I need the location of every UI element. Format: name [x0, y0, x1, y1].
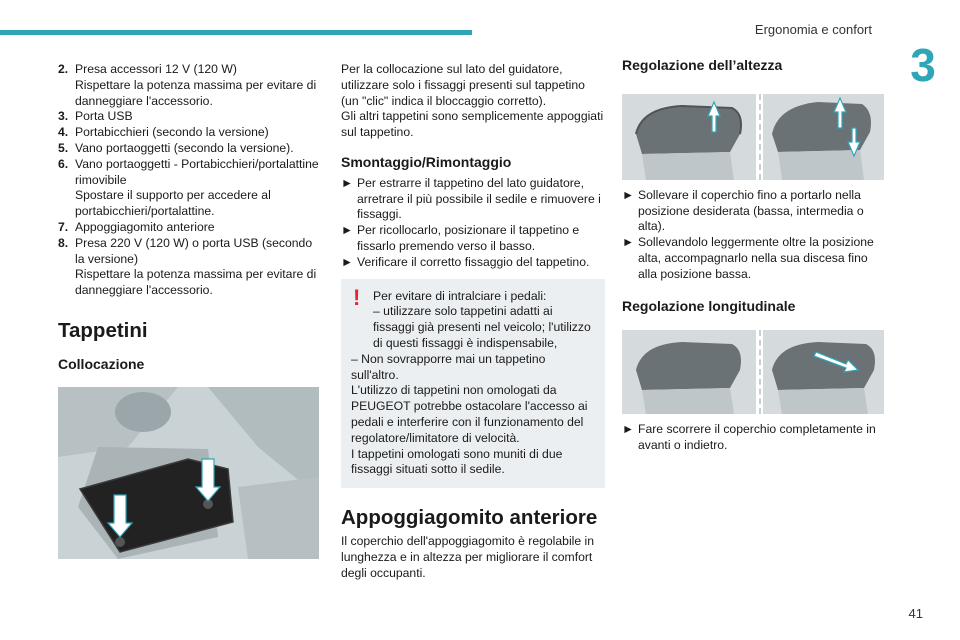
image-divider: [759, 94, 761, 180]
arrow-bullet-icon: ►: [622, 235, 635, 250]
armrest-long-drawing: [622, 330, 884, 414]
list-item: [58, 141, 320, 157]
list-item-number: 4.: [58, 125, 69, 140]
list-item-text: Vano portaoggetti - Portabicchieri/portalattine rimovibile: [75, 156, 319, 187]
list-item-number: 3.: [58, 109, 69, 124]
list-item-text: Rispettare la potenza massima per evitare di danneggiare l'accessorio.: [75, 267, 317, 298]
list-item-text: Spostare il supporto per accedere al portabicchieri/portalattine.: [75, 188, 271, 219]
subsection-title-collocazione: Collocazione: [58, 355, 145, 372]
list-item-text: Porta USB: [75, 109, 133, 124]
step-text: Sollevare il coperchio fino a portarlo nella posizione desiderata (bassa, intermedia o alta).: [638, 187, 864, 234]
list-item-text: Presa 220 V (120 W) o porta USB (secondo la versione): [75, 235, 313, 266]
list-item-text: Rispettare la potenza massima per evitare di danneggiare l'accessorio.: [75, 77, 317, 108]
page-number: 41: [908, 606, 923, 621]
warning-tail-2: I tappetini omologati sono muniti di due fissaggi situati sotto il sedile.: [351, 446, 563, 477]
list-item-text: Appoggiagomito anteriore: [75, 219, 215, 234]
list-item-number: 6.: [58, 156, 69, 171]
running-title: Ergonomia e confort: [754, 22, 872, 37]
warning-tail-1: L'utilizzo di tappetini non omologati da PEUGEOT potrebbe ostacolare l'accesso ai pedali e interferire con il funzionamento del regolatore/limitatore di velocità.: [351, 383, 588, 445]
list-item-number: 7.: [58, 219, 69, 234]
list-item-number: 5.: [58, 140, 69, 155]
arrow-bullet-icon: ►: [341, 223, 354, 238]
removal-steps: [341, 176, 605, 271]
list-item: [58, 62, 320, 109]
longitudinal-steps: [622, 422, 884, 454]
step-item: [341, 176, 605, 223]
warning-icon: !: [353, 284, 361, 310]
step-text: Per ricollocarlo, posizionare il tappetino e fissarlo premendo verso il basso.: [357, 223, 580, 253]
height-steps: [622, 188, 884, 283]
floor-mat-drawing: [58, 387, 319, 559]
warning-box: [341, 279, 605, 489]
section-title-appoggiagomito: Appoggiagomito anteriore: [341, 506, 598, 530]
list-item: [58, 157, 320, 220]
warning-lead: Per evitare di intralciare i pedali:: [373, 288, 547, 303]
column-3: [622, 57, 884, 454]
list-item-text: Presa accessori 12 V (120 W): [75, 62, 237, 76]
arrow-bullet-icon: ►: [622, 422, 635, 437]
subsection-title-smontaggio: Smontaggio/Rimontaggio: [341, 153, 512, 170]
section-text-appoggiagomito: Il coperchio dell'appoggiagomito è regolabile in lunghezza e in altezza per migliorare il comfort degli occupanti.: [341, 533, 595, 580]
list-item: [58, 125, 320, 141]
step-text: Sollevandolo leggermente oltre la posizione alta, accompagnarlo nella sua discesa fino alla posizione bassa.: [638, 235, 874, 281]
list-item: [58, 236, 320, 299]
list-item: [58, 109, 320, 125]
list-item-text: Vano portaoggetti (secondo la versione).: [75, 140, 294, 155]
step-text: Per estrarre il tappetino del lato guidatore, arretrare il più possibile il sedile e rimuovere i fissaggi.: [357, 175, 601, 222]
chapter-number: 3: [910, 39, 936, 91]
intro-text-2: Gli altri tappetini sono semplicemente appoggiati sul tappetino.: [341, 109, 604, 140]
armrest-height-illustration: [622, 94, 884, 180]
arrow-bullet-icon: ►: [341, 254, 354, 269]
numbered-list: [58, 62, 320, 299]
step-item: [622, 235, 884, 282]
column-1: [58, 62, 320, 559]
section-title-tappetini: Tappetini: [58, 318, 148, 342]
step-item: [341, 255, 605, 271]
arrow-bullet-icon: ►: [622, 187, 635, 202]
warning-item-1: – utilizzare solo tappetini adatti ai fissaggi già presenti nel veicolo; l'utilizzo di questi fissaggi è indispensabile,: [373, 304, 591, 350]
warning-item-2: – Non sovrapporre mai un tappetino sull'altro.: [351, 351, 546, 382]
intro-text: Per la collocazione sul lato del guidatore, utilizzare solo i fissaggi presenti sul tappetino (un "clic" indica il bloccaggio corretto).: [341, 62, 585, 108]
column-2: [341, 62, 605, 581]
step-text: Fare scorrere il coperchio completamente in avanti o indietro.: [638, 422, 876, 453]
arrow-bullet-icon: ►: [341, 175, 354, 190]
subsection-title-longitudinale: Regolazione longitudinale: [622, 297, 796, 314]
list-item-number: 8.: [58, 235, 69, 250]
armrest-long-illustration: [622, 330, 884, 414]
image-divider-2: [759, 330, 761, 414]
list-item-text: Portabicchieri (secondo la versione): [75, 125, 269, 140]
floor-mat-illustration: [58, 387, 319, 559]
step-item: [622, 422, 884, 454]
step-text: Verificare il corretto fissaggio del tappetino.: [357, 254, 590, 269]
list-item-number: 2.: [58, 62, 69, 76]
list-item: [58, 220, 320, 236]
subsection-title-altezza: Regolazione dell’altezza: [622, 57, 783, 73]
step-item: [341, 223, 605, 255]
step-item: [622, 188, 884, 235]
header-accent-bar: [0, 30, 472, 35]
armrest-height-drawing: [622, 94, 884, 180]
